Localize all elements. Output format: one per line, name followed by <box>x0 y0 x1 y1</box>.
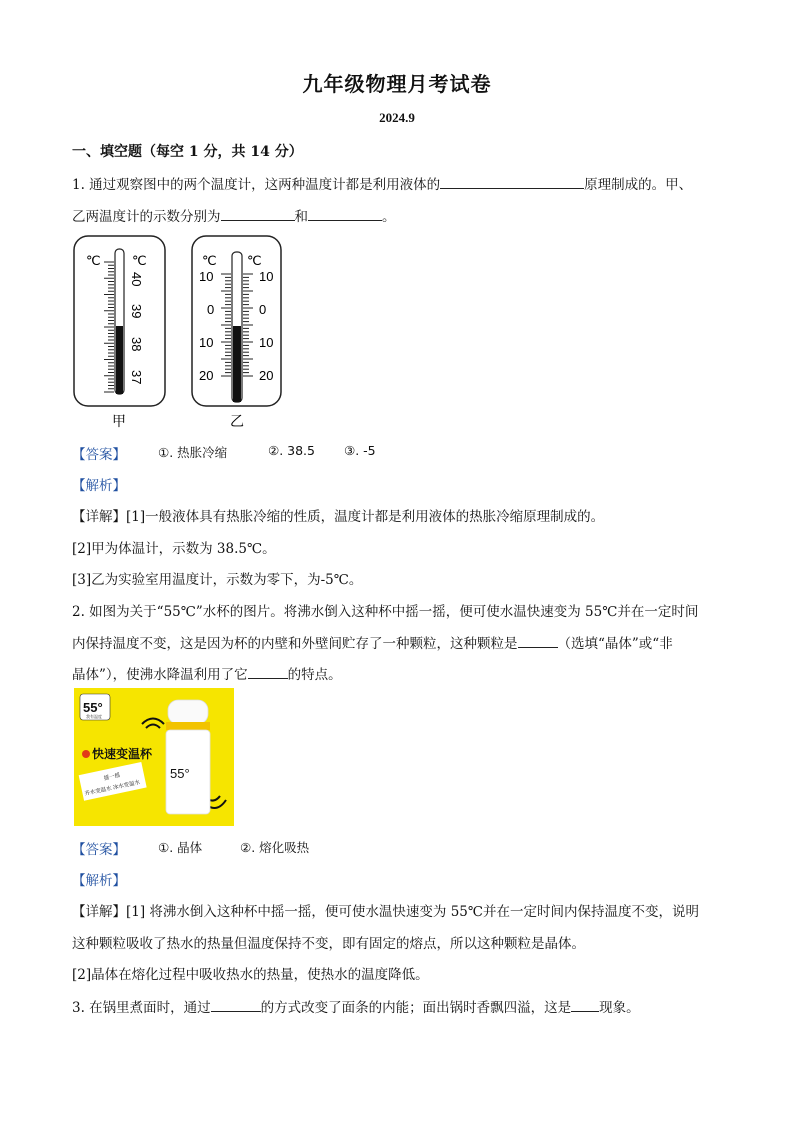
jia-unit-left: ℃ <box>86 253 101 268</box>
q1-blank-2 <box>221 207 295 221</box>
exam-date: 2024.9 <box>379 110 415 125</box>
cup-text: 55° <box>170 766 190 781</box>
flame-icon <box>82 750 90 758</box>
q2-text-d: 的特点。 <box>287 667 342 683</box>
q2-blank-2 <box>248 665 288 679</box>
yi-left-tick-label: 0 <box>207 302 215 317</box>
section-heading: 一、填空题（每空 1 分，共 14 分） <box>72 144 303 160</box>
q3-blank-2 <box>571 998 599 1012</box>
q1-text-d: 和 <box>294 209 308 225</box>
q2-line3 <box>72 663 342 683</box>
cup-band <box>166 722 210 730</box>
q2-blank-1 <box>518 634 558 648</box>
q2-detail-1: 【详解】[1] 将沸水倒入这种杯中摇一摇，便可使水温快速变为 55℃并在一定时间内保持温度不变，说明 <box>72 904 699 920</box>
q3-line1 <box>72 996 640 1016</box>
q3-text-a: 3. 在锅里煮面时，通过 <box>72 1000 211 1016</box>
badge-number: 55° <box>83 700 103 715</box>
q1-detail-1: 【详解】[1]一般液体具有热胀冷缩的性质，温度计都是利用液体的热胀冷缩原理制成的。 <box>72 509 605 525</box>
jia-tick-label: 39 <box>129 304 144 319</box>
q2-detail-2: 这种颗粒吸收了热水的热量但温度保持不变，即有固定的熔点，所以这种颗粒是晶体。 <box>72 936 585 952</box>
yi-unit-right: ℃ <box>247 253 262 268</box>
q2-answer-1: ①. 晶体 <box>158 840 203 855</box>
q1-blank-3 <box>308 207 382 221</box>
yi-left-tick-label: 10 <box>199 335 214 350</box>
q1-detail-3: [3]乙为实验室用温度计，示数为零下，为-5℃。 <box>72 572 363 588</box>
q1-text-a: 1. 通过观察图中的两个温度计，这两种温度计都是利用液体的 <box>72 177 441 193</box>
q2-answer-tag: 【答案】 <box>72 842 126 858</box>
q1-analysis-tag: 【解析】 <box>72 478 126 494</box>
cup-headline: 快速变温杯 <box>92 747 153 761</box>
jia-tick-label: 38 <box>129 337 144 352</box>
cup-lid <box>168 700 208 724</box>
q1-answer-2: ②. 38.5 <box>268 443 315 458</box>
cup-sub-1: 摇一摇 <box>103 772 121 783</box>
cup-product-image <box>74 688 234 826</box>
cup-sub-2: 开水变温水 冰水变温水 <box>84 779 141 798</box>
q1-text-e: 。 <box>382 209 396 225</box>
jia-liquid-column <box>116 326 123 394</box>
q2-text-b: （选填“晶体”或“非 <box>557 636 673 652</box>
yi-right-tick-label: 20 <box>259 368 274 383</box>
q3-blank-1 <box>211 998 261 1012</box>
yi-caption: 乙 <box>230 413 244 429</box>
yi-left-tick-label: 10 <box>199 269 214 284</box>
q1-line1 <box>72 173 692 193</box>
badge-sub: 我有温度 <box>86 714 102 719</box>
q2-line2 <box>72 632 673 652</box>
q3-text-b: 的方式改变了面条的内能；面出锅时香飘四溢，这是 <box>260 1000 572 1016</box>
q1-blank-1 <box>440 175 584 189</box>
q2-answer-2: ②. 熔化吸热 <box>240 840 310 855</box>
q2-line1: 2. 如图为关于“55℃”水杯的图片。将沸水倒入这种杯中摇一摇，便可使水温快速变为 55℃并在一定时间 <box>72 604 699 620</box>
q1-detail-2: [2]甲为体温计，示数为 38.5℃。 <box>72 541 276 557</box>
q1-text-c: 乙两温度计的示数分别为 <box>72 209 221 225</box>
jia-caption: 甲 <box>112 413 126 429</box>
page-title: 九年级物理月考试卷 <box>302 72 492 96</box>
q1-text-b: 原理制成的。甲、 <box>584 177 693 193</box>
yi-liquid-column <box>233 326 241 402</box>
thermometer-figure <box>72 234 284 430</box>
q2-detail-3: [2]晶体在熔化过程中吸收热水的热量，使热水的温度降低。 <box>72 967 429 983</box>
q1-answer-tag: 【答案】 <box>72 447 126 463</box>
yi-left-tick-label: 20 <box>199 368 214 383</box>
jia-tick-label: 37 <box>129 370 144 385</box>
q2-text-c: 晶体”），使沸水降温利用了它 <box>72 667 248 683</box>
q1-answer-row <box>72 443 376 463</box>
q1-answer-1: ①. 热胀冷缩 <box>158 445 228 460</box>
yi-right-tick-label: 10 <box>259 269 274 284</box>
jia-unit-right: ℃ <box>132 253 147 268</box>
yi-unit-left: ℃ <box>202 253 217 268</box>
q2-text-a: 内保持温度不变，这是因为杯的内壁和外壁间贮存了一种颗粒，这种颗粒是 <box>72 636 518 652</box>
q1-answer-3: ③. -5 <box>344 443 376 458</box>
q2-analysis-tag: 【解析】 <box>72 873 126 889</box>
yi-right-tick-label: 0 <box>259 302 267 317</box>
yi-right-tick-label: 10 <box>259 335 274 350</box>
jia-tick-label: 40 <box>129 272 144 287</box>
thermometer-yi <box>192 236 281 429</box>
q3-text-c: 现象。 <box>599 1000 640 1016</box>
q2-answer-row <box>72 838 310 858</box>
q1-line2 <box>72 205 396 225</box>
thermometer-jia <box>74 236 165 429</box>
